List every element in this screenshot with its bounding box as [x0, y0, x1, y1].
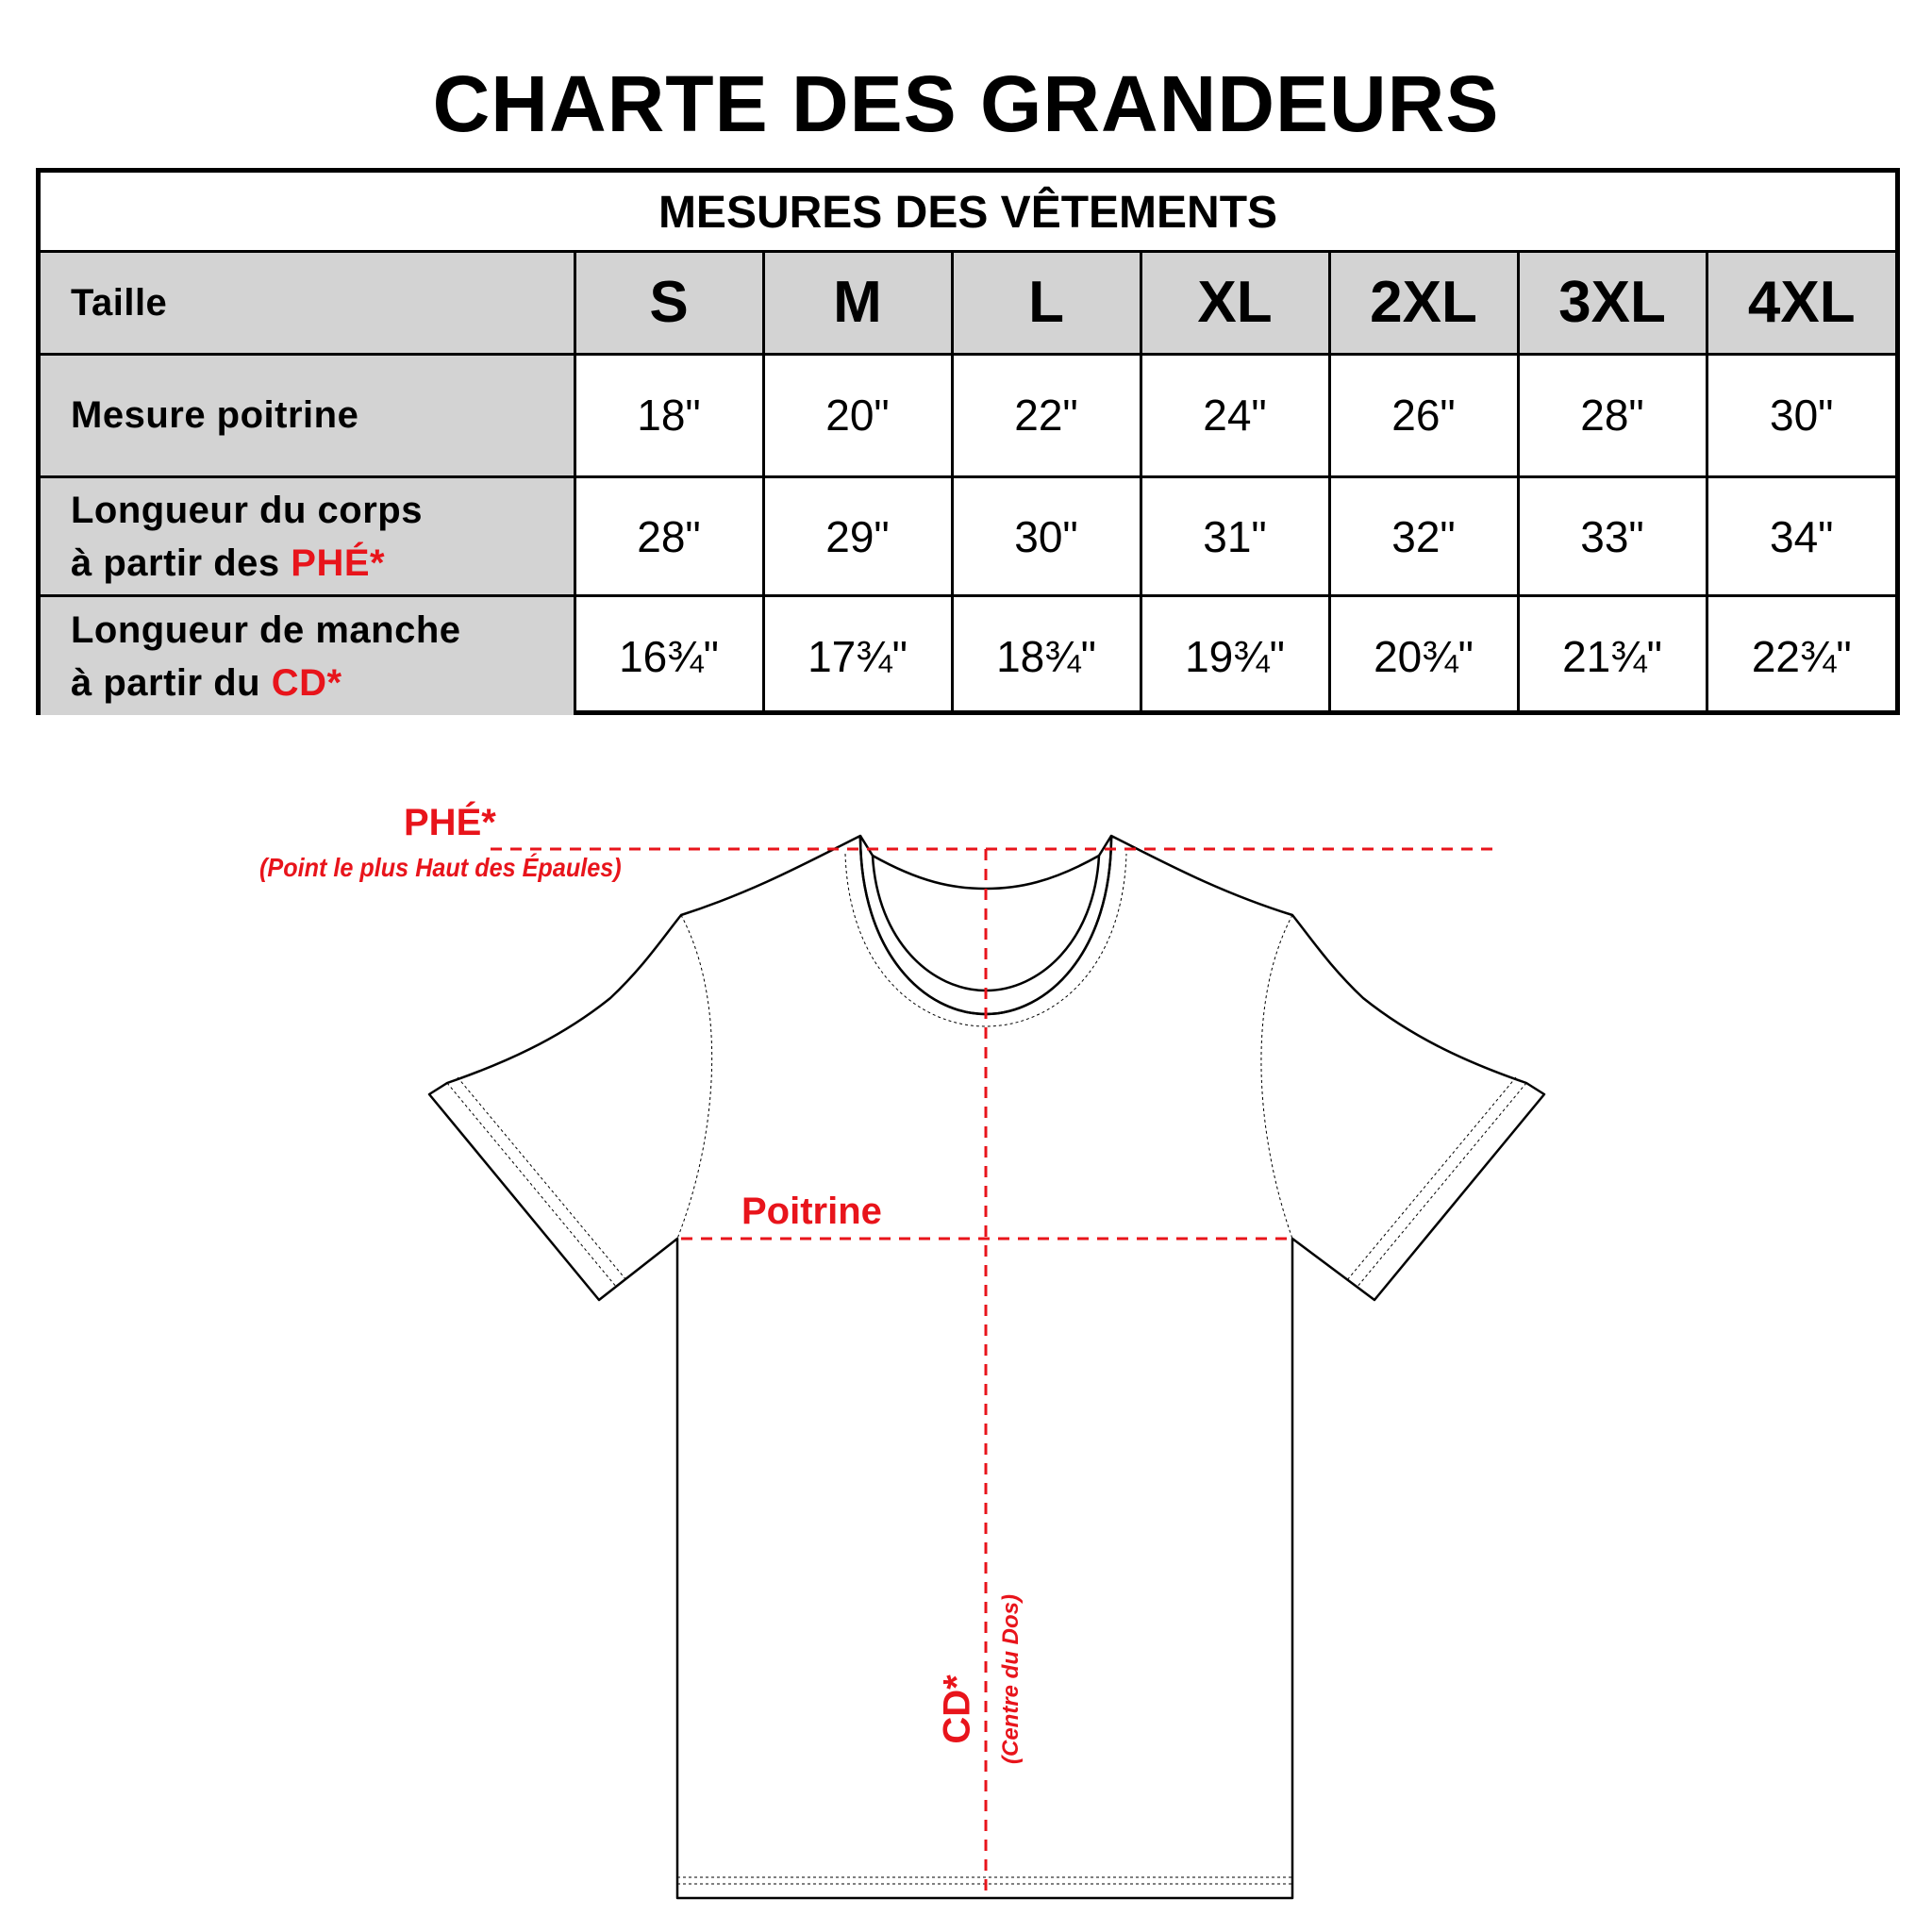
table-row: [41, 354, 1895, 476]
table-caption: MESURES DES VÊTEMENTS: [41, 173, 1895, 253]
size-header-row: [41, 253, 1895, 354]
size-label: Taille: [41, 253, 575, 354]
table-row: [41, 596, 1895, 715]
phe-label: PHÉ*: [404, 802, 496, 843]
table-cell: 31": [1141, 476, 1329, 595]
size-header-4xl: 4XL: [1707, 253, 1895, 354]
table-cell: 28": [575, 476, 763, 595]
table-cell: 22": [952, 354, 1141, 476]
row-label-text: Longueur de manche: [71, 608, 461, 651]
row-label-body-length: [41, 476, 575, 595]
table-cell: 29": [763, 476, 952, 595]
page-title: CHARTE DES GRANDEURS: [432, 59, 1500, 148]
size-chart: [36, 168, 1900, 715]
table-cell: 30": [1707, 354, 1895, 476]
row-label-text: Mesure poitrine: [71, 394, 359, 437]
table-cell: 20": [763, 354, 952, 476]
table-cell: 18": [575, 354, 763, 476]
row-label-text: Longueur du corps: [71, 489, 423, 531]
row-label-sleeve-length: [41, 596, 575, 715]
table-cell: 24": [1141, 354, 1329, 476]
chest-label: Poitrine: [741, 1191, 882, 1232]
table-cell: 19¾": [1141, 596, 1329, 715]
size-header-2xl: 2XL: [1329, 253, 1518, 354]
row-label-text: à partir du: [71, 661, 272, 704]
cd-description: (Centre du Dos): [998, 1594, 1024, 1764]
row-label-chest: [41, 354, 575, 476]
tshirt-diagram: [0, 755, 1932, 1932]
table-cell: 18¾": [952, 596, 1141, 715]
size-header-m: M: [763, 253, 952, 354]
table-cell: 22¾": [1707, 596, 1895, 715]
table-cell: 20¾": [1329, 596, 1518, 715]
table-cell: 34": [1707, 476, 1895, 595]
size-header-l: L: [952, 253, 1141, 354]
table-cell: 17¾": [763, 596, 952, 715]
size-header-s: S: [575, 253, 763, 354]
row-label-highlight: PHÉ*: [291, 541, 386, 584]
table-cell: 33": [1518, 476, 1707, 595]
table-cell: 26": [1329, 354, 1518, 476]
table-cell: 32": [1329, 476, 1518, 595]
phe-description: (Point le plus Haut des Épaules): [259, 853, 622, 882]
row-label-text: à partir des: [71, 541, 291, 584]
table-cell: 16¾": [575, 596, 763, 715]
size-header-3xl: 3XL: [1518, 253, 1707, 354]
table-cell: 30": [952, 476, 1141, 595]
cd-label: CD*: [936, 1674, 978, 1744]
row-label-highlight: CD*: [271, 661, 342, 704]
size-header-xl: XL: [1141, 253, 1329, 354]
table-row: [41, 476, 1895, 595]
size-table: [41, 253, 1895, 715]
table-cell: 28": [1518, 354, 1707, 476]
table-cell: 21¾": [1518, 596, 1707, 715]
